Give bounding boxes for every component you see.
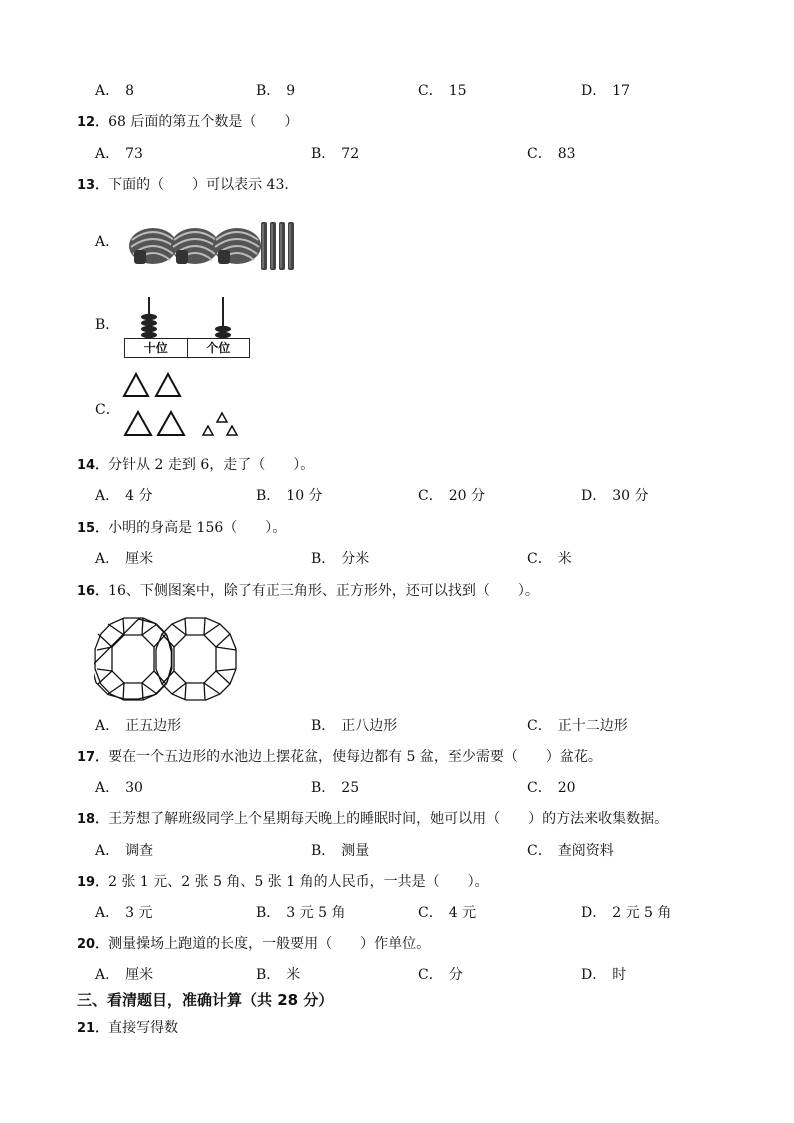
option-label: C． (418, 905, 443, 921)
large-triangle-icon (124, 374, 148, 396)
question-number: 14． (77, 458, 109, 473)
question-number: 16． (77, 584, 109, 599)
q11-option-b[interactable] (256, 82, 295, 100)
q20-option-d[interactable] (581, 966, 626, 984)
option-label: B． (256, 83, 281, 99)
option-label: B． (311, 843, 336, 859)
option-text: 分 (448, 967, 463, 983)
option-text: 4 元 (448, 905, 477, 921)
tessellation-pattern-image (94, 616, 240, 702)
option-text: 调查 (125, 843, 154, 859)
option-text: 25 (341, 780, 360, 796)
q16-option-c[interactable] (527, 717, 628, 735)
q16-question (77, 582, 539, 601)
q20-option-c[interactable] (418, 966, 463, 984)
option-label: A． (95, 551, 120, 567)
question-text: 68 后面的第五个数是（ ） (108, 114, 299, 130)
q19-option-a[interactable] (95, 904, 152, 922)
option-label: B． (256, 488, 281, 504)
question-number: 20． (77, 937, 109, 952)
option-label: A． (95, 234, 120, 250)
option-label: D． (581, 905, 607, 921)
option-label: C． (527, 551, 552, 567)
q12-question (77, 113, 298, 132)
q12-option-a[interactable] (95, 145, 143, 163)
option-label: A． (95, 843, 120, 859)
option-label: B． (256, 967, 281, 983)
q19-question (77, 873, 489, 892)
ones-place-label: 个位 (206, 341, 231, 355)
q11-option-a[interactable] (95, 82, 134, 100)
question-number: 21． (77, 1021, 109, 1036)
abacus-image (122, 295, 252, 359)
option-label: D． (581, 967, 607, 983)
abacus-place-value-box (124, 338, 250, 358)
option-label: B． (311, 551, 336, 567)
q14-question (77, 456, 314, 475)
q13-option-a[interactable] (95, 233, 125, 251)
q13-question (77, 176, 298, 195)
option-text: 30 (125, 780, 143, 796)
question-text: 王芳想了解班级同学上个星期每天晚上的睡眠时间，她可以用（ ）的方法来收集数据。 (108, 811, 669, 827)
q21-question (77, 1019, 178, 1038)
q17-option-a[interactable] (95, 779, 143, 797)
option-text: 米 (286, 967, 301, 983)
option-text: 83 (557, 146, 576, 162)
option-text: 17 (612, 83, 631, 99)
q17-question (77, 748, 602, 767)
option-text: 9 (286, 83, 296, 99)
option-text: 3 元 5 角 (286, 905, 346, 921)
q18-option-b[interactable] (311, 842, 369, 860)
q14-option-b[interactable] (256, 487, 323, 505)
option-text: 73 (125, 146, 143, 162)
option-text: 30 分 (612, 488, 649, 504)
option-text: 8 (125, 83, 135, 99)
q19-option-c[interactable] (418, 904, 476, 922)
q18-question (77, 810, 668, 829)
option-text: 4 分 (125, 488, 153, 504)
q16-option-b[interactable] (311, 717, 397, 735)
question-text: 要在一个五边形的水池边上摆花盆，使每边都有 5 盆，至少需要（ ）盆花。 (108, 749, 602, 765)
question-text: 2 张 1 元、2 张 5 角、5 张 1 角的人民币，一共是（ ）。 (108, 874, 489, 890)
question-text: 直接写得数 (108, 1020, 179, 1036)
option-label: B． (311, 146, 336, 162)
option-text: 2 元 5 角 (612, 905, 672, 921)
option-label: A． (95, 905, 120, 921)
question-text: 分针从 2 走到 6，走了（ ）。 (108, 457, 315, 473)
q13-option-b[interactable] (95, 316, 125, 334)
q20-question (77, 935, 430, 954)
small-triangle-icon (227, 426, 237, 435)
q12-option-b[interactable] (311, 145, 359, 163)
section-heading: 三、看清题目，准确计算（共 28 分） (77, 991, 334, 1009)
q14-option-a[interactable] (95, 487, 152, 505)
option-label: B． (256, 905, 281, 921)
q12-option-c[interactable] (527, 145, 576, 163)
q11-option-d[interactable] (581, 82, 630, 100)
q18-option-c[interactable] (527, 842, 614, 860)
option-label: A． (95, 967, 120, 983)
option-label: C． (95, 402, 120, 418)
q20-option-a[interactable] (95, 966, 153, 984)
option-label: C． (527, 718, 552, 734)
q15-question (77, 519, 286, 538)
question-number: 12． (77, 115, 109, 130)
option-text: 厘米 (125, 551, 154, 567)
option-label: C． (418, 967, 443, 983)
stick-bundle-icon (213, 228, 261, 264)
stick-bundles-image (128, 220, 298, 272)
option-label: C． (418, 83, 443, 99)
option-text: 正十二边形 (557, 718, 628, 734)
option-label: A． (95, 146, 120, 162)
q17-option-c[interactable] (527, 779, 576, 797)
q16-option-a[interactable] (95, 717, 181, 735)
q15-option-a[interactable] (95, 550, 153, 568)
q17-option-b[interactable] (311, 779, 359, 797)
option-label: C． (527, 843, 552, 859)
option-text: 厘米 (125, 967, 154, 983)
option-label: B． (95, 317, 120, 333)
option-label: C． (527, 146, 552, 162)
option-text: 正五边形 (125, 718, 182, 734)
option-label: A． (95, 488, 120, 504)
q11-option-c[interactable] (418, 82, 467, 100)
question-number: 17． (77, 750, 109, 765)
option-text: 15 (448, 83, 467, 99)
option-text: 测量 (341, 843, 370, 859)
large-triangle-icon (158, 412, 184, 435)
large-triangle-icon (156, 374, 180, 396)
question-text: 16、下侧图案中，除了有正三角形、正方形外，还可以找到（ ）。 (108, 583, 539, 599)
option-label: D． (581, 488, 607, 504)
question-number: 19． (77, 875, 109, 890)
q15-option-b[interactable] (311, 550, 369, 568)
q14-option-d[interactable] (581, 487, 649, 505)
q15-option-c[interactable] (527, 550, 572, 568)
single-sticks-icon (261, 222, 294, 270)
option-label: A． (95, 83, 120, 99)
q20-option-b[interactable] (256, 966, 300, 984)
option-label: B． (311, 718, 336, 734)
option-text: 分米 (341, 551, 370, 567)
question-text: 下面的（ ）可以表示 43． (108, 177, 299, 193)
question-number: 15． (77, 521, 109, 536)
small-triangle-icon (217, 413, 227, 422)
tens-place-label: 十位 (125, 339, 188, 357)
question-text: 小明的身高是 156（ ）。 (108, 520, 287, 536)
option-label: A． (95, 718, 120, 734)
q18-option-a[interactable] (95, 842, 153, 860)
option-label: D． (581, 83, 607, 99)
question-text: 测量操场上跑道的长度，一般要用（ ）作单位。 (108, 936, 431, 952)
q14-option-c[interactable] (418, 487, 485, 505)
question-number: 18． (77, 812, 109, 827)
option-text: 时 (612, 967, 627, 983)
small-triangle-icon (203, 426, 213, 435)
stick-bundle-icon (129, 228, 177, 264)
option-text: 3 元 (125, 905, 153, 921)
option-label: B． (311, 780, 336, 796)
q19-option-b[interactable] (256, 904, 345, 922)
option-text: 查阅资料 (557, 843, 614, 859)
option-text: 72 (341, 146, 360, 162)
abacus-rods (122, 295, 252, 339)
question-number: 13． (77, 178, 109, 193)
large-triangle-icon (125, 412, 151, 435)
option-label: C． (418, 488, 443, 504)
option-label: C． (527, 780, 552, 796)
option-text: 20 (557, 780, 576, 796)
stick-bundle-icon (171, 228, 219, 264)
triangles-image (120, 372, 245, 440)
option-text: 正八边形 (341, 718, 398, 734)
option-text: 20 分 (448, 488, 485, 504)
q19-option-d[interactable] (581, 904, 671, 922)
option-label: A． (95, 780, 120, 796)
option-text: 米 (557, 551, 572, 567)
option-text: 10 分 (286, 488, 323, 504)
